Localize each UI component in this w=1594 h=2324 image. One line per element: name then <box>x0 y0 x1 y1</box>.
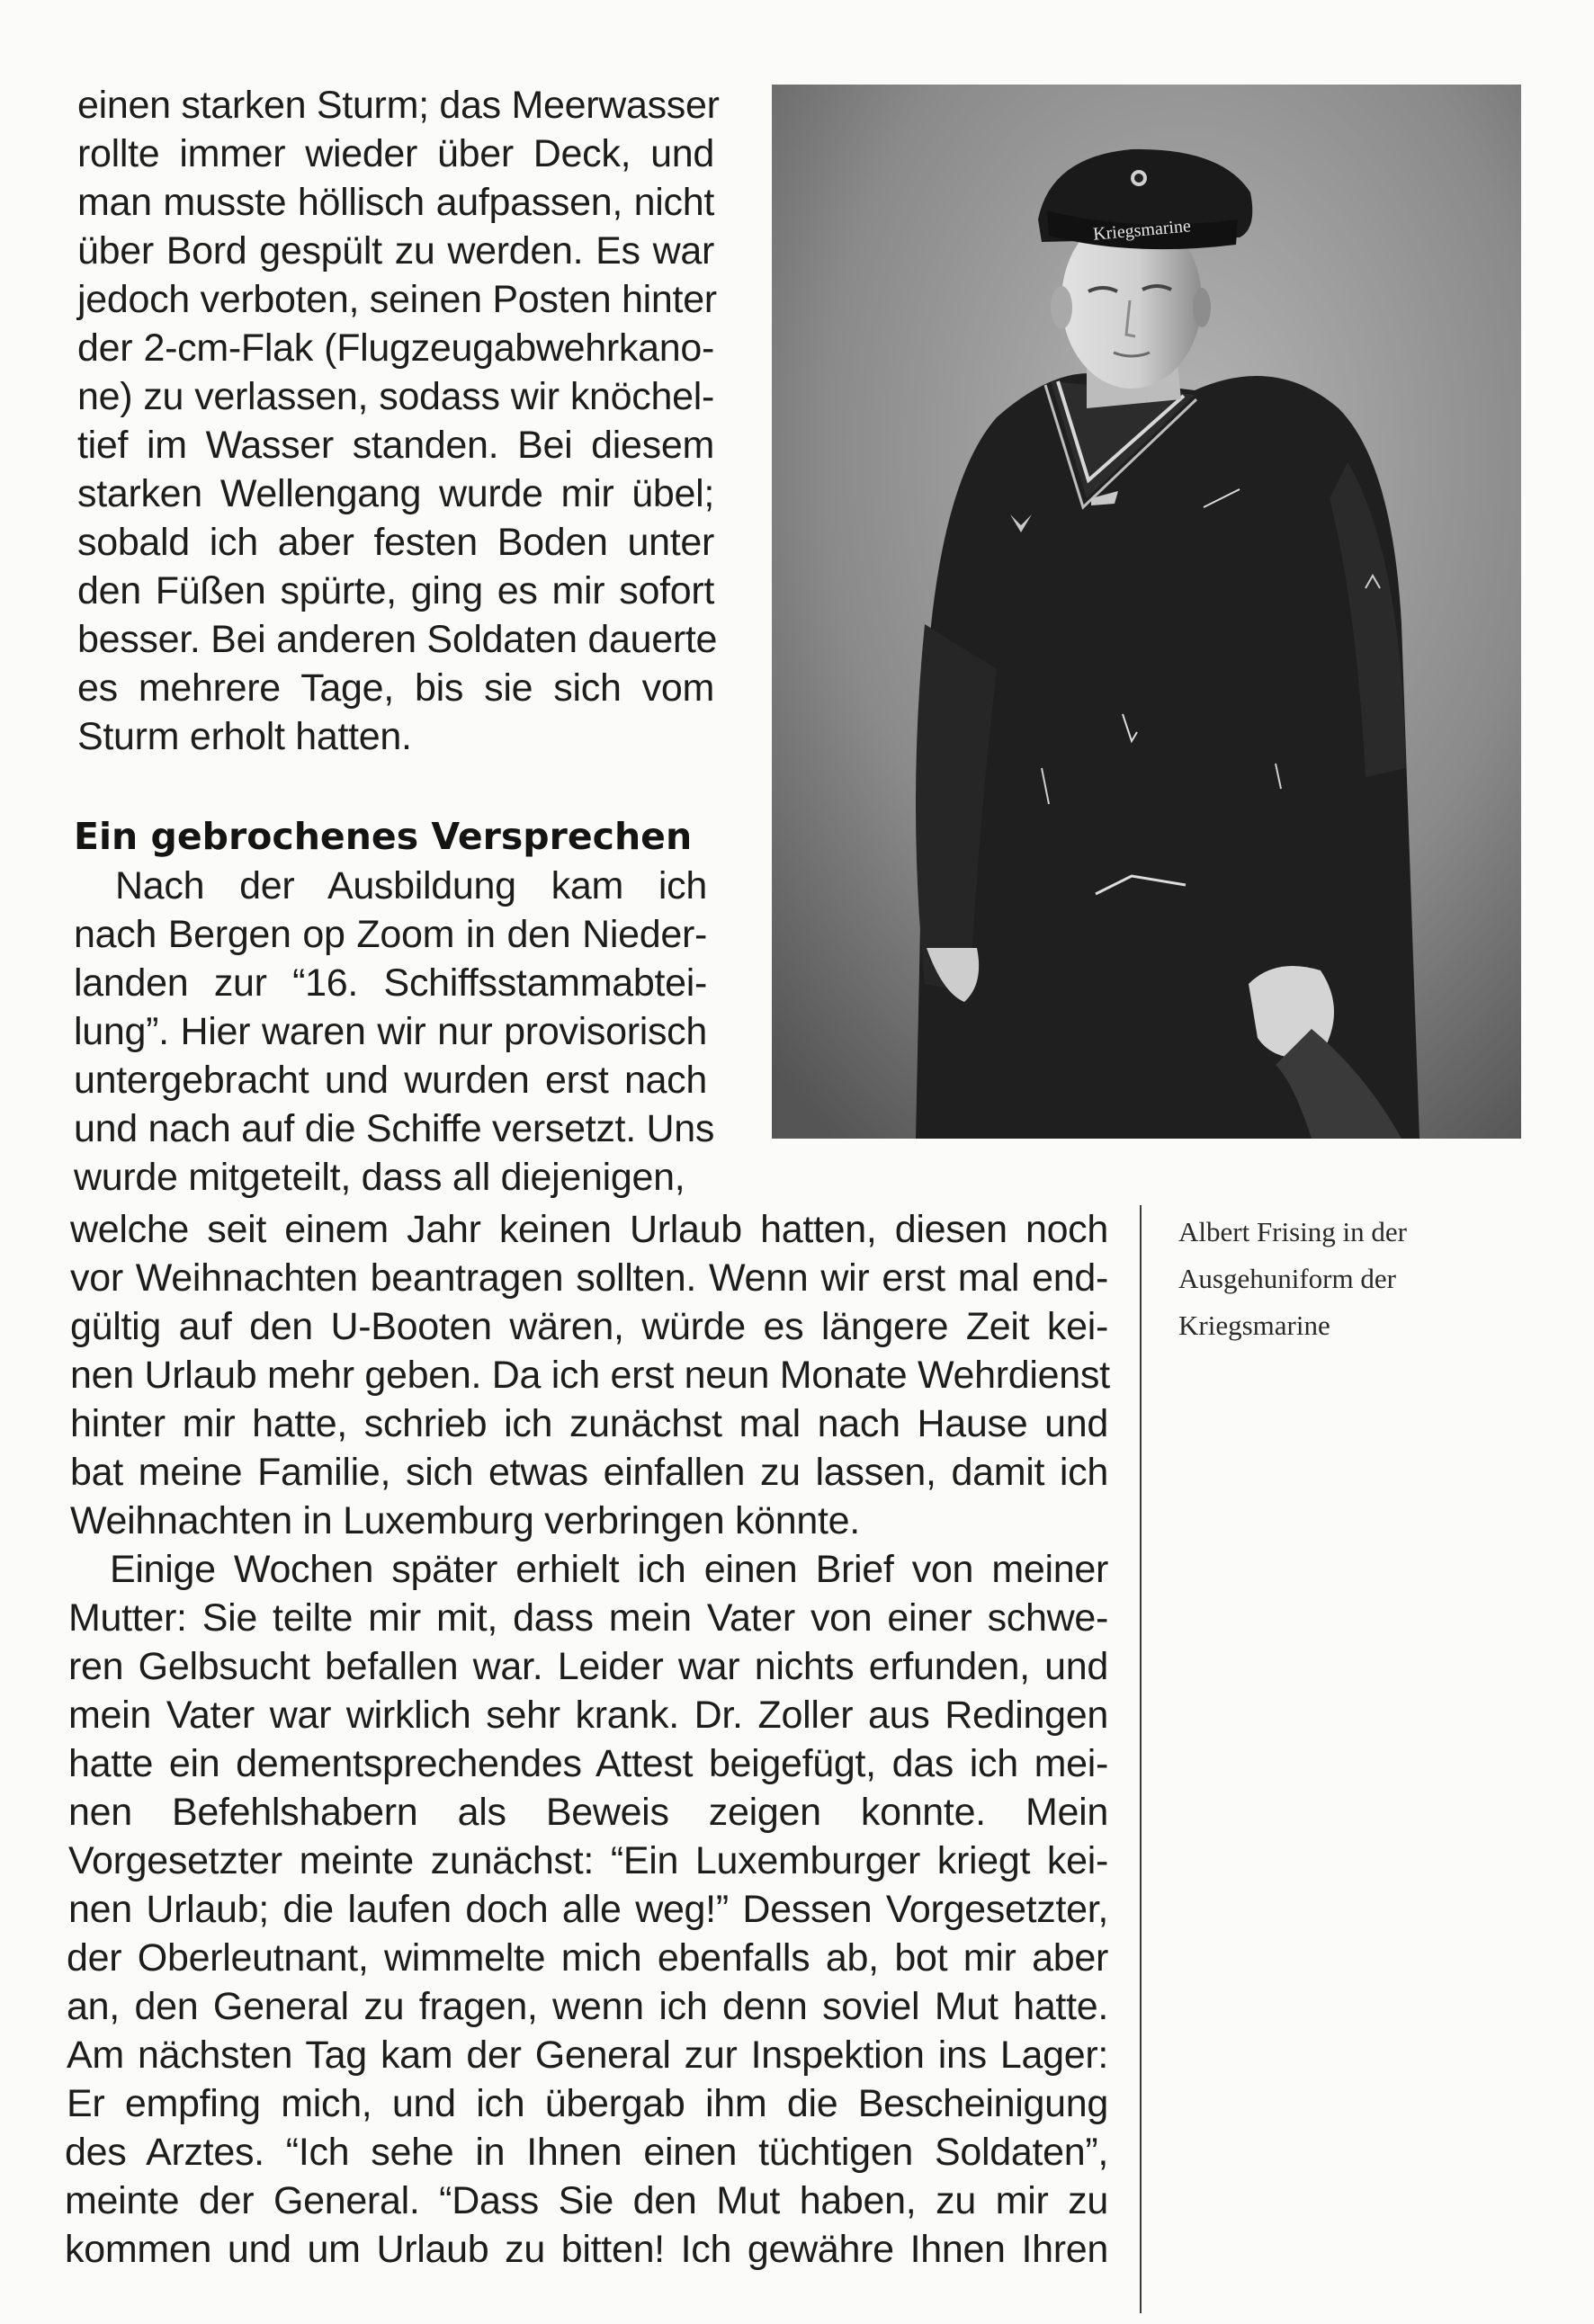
text-line: bat meine Familie, sich etwas einfallen zu lassen, damit ich <box>70 1451 1108 1494</box>
text-line: rollte immer wieder über Deck, und <box>77 132 714 175</box>
text-line: hatte ein dementsprechendes Attest beigefügt, das ich mei- <box>68 1742 1108 1785</box>
text-line: man musste höllisch aufpassen, nicht <box>77 181 714 224</box>
section-heading: Ein gebrochenes Versprechen <box>74 815 693 858</box>
text-line: nach Bergen op Zoom in den Nieder- <box>74 913 707 956</box>
text-line: lung”. Hier waren wir nur provisorisch <box>74 1010 707 1053</box>
text-line: es mehrere Tage, bis sie sich vom <box>77 666 714 710</box>
text-line: Einige Wochen später erhielt ich einen Brief von meiner <box>110 1548 1108 1591</box>
text-line: sobald ich aber festen Boden unter <box>77 521 714 564</box>
text-line: besser. Bei anderen Soldaten dauerte <box>77 618 718 661</box>
text-line: Am nächsten Tag kam der General zur Inspektion ins Lager: <box>67 2033 1108 2077</box>
text-line: Er empfing mich, und ich übergab ihm die Bescheinigung <box>67 2082 1108 2125</box>
text-line: mein Vater war wirklich sehr krank. Dr. Zoller aus Redingen <box>68 1694 1108 1737</box>
caption-line: Ausgehuniform der <box>1178 1263 1396 1294</box>
text-line: nen Urlaub mehr geben. Da ich erst neun Monate Wehrdienst <box>70 1354 1110 1397</box>
text-line: untergebracht und wurden erst nach <box>74 1059 707 1102</box>
caption-line: Kriegsmarine <box>1178 1309 1330 1341</box>
text-line: Nach der Ausbildung kam ich <box>115 864 707 907</box>
text-line: Mutter: Sie teilte mir mit, dass mein Vater von einer schwe- <box>68 1596 1108 1640</box>
text-line: der Oberleutnant, wimmelte mich ebenfalls ab, bot mir aber <box>67 1936 1108 1980</box>
text-line: welche seit einem Jahr keinen Urlaub hatten, diesen noch <box>70 1208 1108 1251</box>
text-line: Weihnachten in Luxemburg verbringen könnte. <box>70 1499 860 1542</box>
text-line: der 2-cm-Flak (Flugzeugabwehrkano- <box>77 326 714 370</box>
text-line: über Bord gespült zu werden. Es war <box>77 229 714 273</box>
text-line: Vorgesetzter meinte zunächst: “Ein Luxemburger kriegt kei- <box>68 1839 1108 1882</box>
text-line: des Arztes. “Ich sehe in Ihnen einen tüchtigen Soldaten”, <box>65 2131 1108 2174</box>
caption-rule <box>1140 1205 1142 2313</box>
portrait-photo <box>772 85 1521 1139</box>
sailor-portrait <box>772 85 1521 1139</box>
text-line: den Füßen spürte, ging es mir sofort <box>77 569 714 612</box>
text-line: meinte der General. “Dass Sie den Mut haben, zu mir zu <box>65 2179 1108 2222</box>
text-line: nen Urlaub; die laufen doch alle weg!” Dessen Vorgesetzter, <box>68 1888 1108 1931</box>
text-line: vor Weihnachten beantragen sollten. Wenn wir erst mal end- <box>70 1256 1108 1300</box>
text-line: kommen und um Urlaub zu bitten! Ich gewähre Ihnen Ihren <box>65 2228 1108 2271</box>
text-line: einen starken Sturm; das Meerwasser <box>77 84 720 127</box>
text-line: gültig auf den U-Booten wären, würde es längere Zeit kei- <box>70 1305 1108 1348</box>
text-line: starken Wellengang wurde mir übel; <box>77 472 714 515</box>
text-line: und nach auf die Schiffe versetzt. Uns <box>74 1107 715 1150</box>
text-line: tief im Wasser standen. Bei diesem <box>77 424 714 467</box>
caption-line: Albert Frising in der <box>1178 1216 1407 1247</box>
text-line: landen zur “16. Schiffsstammabtei- <box>74 961 707 1005</box>
text-line: ren Gelbsucht befallen war. Leider war nichts erfunden, und <box>68 1645 1108 1688</box>
text-line: an, den General zu fragen, wenn ich denn soviel Mut hatte. <box>67 1985 1108 2028</box>
text-line: ne) zu verlassen, sodass wir knöchel- <box>77 375 714 418</box>
text-line: jedoch verboten, seinen Posten hinter <box>77 278 717 321</box>
text-line: Sturm erholt hatten. <box>77 715 412 758</box>
text-line: wurde mitgeteilt, dass all diejenigen, <box>74 1156 685 1199</box>
cap-band-text: Kriegsmarine <box>1092 216 1192 245</box>
photo-caption <box>1178 1209 1407 1349</box>
text-line: hinter mir hatte, schrieb ich zunächst mal nach Hause und <box>70 1402 1108 1445</box>
text-line: nen Befehlshabern als Beweis zeigen konnte. Mein <box>68 1791 1108 1834</box>
